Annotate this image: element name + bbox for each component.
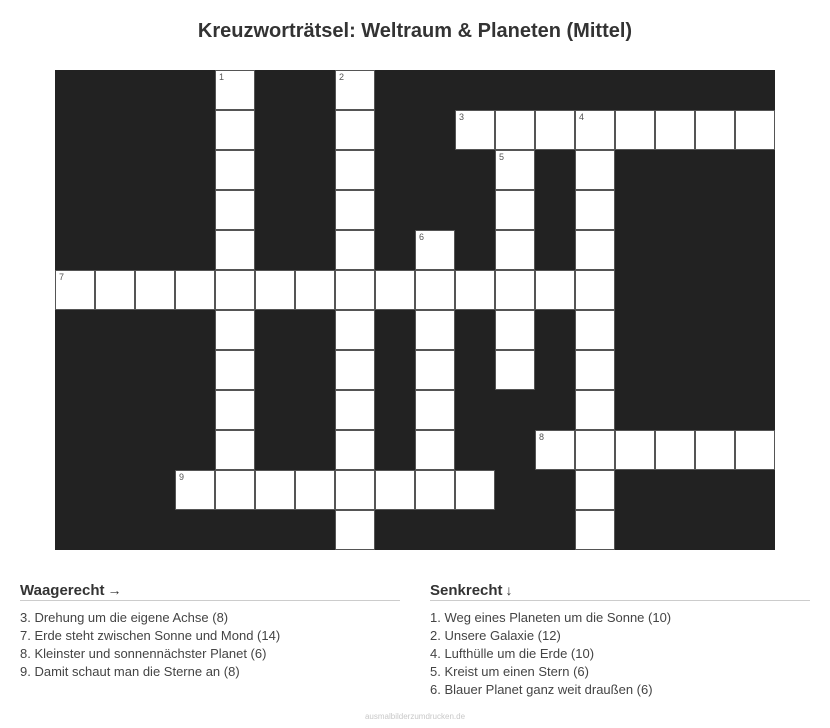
across-clue: 9. Damit schaut man die Sterne an (8)	[20, 664, 240, 679]
crossword-cell	[735, 430, 775, 470]
crossword-cell	[295, 270, 335, 310]
crossword-cell	[415, 310, 455, 350]
crossword-cell	[415, 230, 455, 270]
clue-number: 6	[419, 232, 425, 242]
crossword-cell	[695, 430, 735, 470]
crossword-cell	[495, 150, 535, 190]
crossword-cell	[655, 430, 695, 470]
clue-number: 3	[459, 112, 465, 122]
clue-number: 2	[339, 72, 345, 82]
crossword-cell	[215, 310, 255, 350]
crossword-cell	[415, 390, 455, 430]
crossword-cell	[575, 190, 615, 230]
crossword-cell	[695, 110, 735, 150]
crossword-cell	[455, 110, 495, 150]
crossword-cell	[535, 270, 575, 310]
crossword-cell	[335, 270, 375, 310]
crossword-cell	[135, 270, 175, 310]
crossword-cell	[215, 190, 255, 230]
clue-number: 8	[539, 432, 545, 442]
crossword-cell	[335, 510, 375, 550]
crossword-cell	[215, 270, 255, 310]
crossword-cell	[95, 270, 135, 310]
crossword-cell	[575, 430, 615, 470]
crossword-cell	[215, 150, 255, 190]
clue-number: 1	[219, 72, 225, 82]
clue-number: 7	[59, 272, 65, 282]
crossword-cell	[575, 390, 615, 430]
clue-number: 5	[499, 152, 505, 162]
crossword-cell	[335, 430, 375, 470]
crossword-cell	[455, 470, 495, 510]
crossword-cell	[375, 270, 415, 310]
crossword-cell	[335, 230, 375, 270]
crossword-cell	[575, 270, 615, 310]
down-heading-label: Senkrecht	[430, 582, 503, 599]
crossword-cell	[575, 510, 615, 550]
crossword-cell	[255, 270, 295, 310]
crossword-cell	[335, 350, 375, 390]
crossword-cell	[575, 470, 615, 510]
crossword-cell	[495, 230, 535, 270]
crossword-cell	[655, 110, 695, 150]
clue-number: 4	[579, 112, 585, 122]
crossword-cell	[175, 270, 215, 310]
crossword-cell	[55, 270, 95, 310]
crossword-cell	[615, 110, 655, 150]
crossword-cell	[255, 470, 295, 510]
down-clues-section	[430, 582, 810, 699]
crossword-cell	[215, 70, 255, 110]
crossword-cell	[495, 270, 535, 310]
crossword-cell	[335, 310, 375, 350]
crossword-cell	[335, 470, 375, 510]
crossword-cell	[415, 350, 455, 390]
across-clue: 3. Drehung um die eigene Achse (8)	[20, 610, 229, 625]
crossword-cell	[535, 430, 575, 470]
crossword-cell	[215, 110, 255, 150]
crossword-cell	[215, 430, 255, 470]
crossword-cell	[335, 150, 375, 190]
clue-number: 9	[179, 472, 185, 482]
arrow-down-icon: ↓	[505, 582, 513, 598]
crossword-cell	[455, 270, 495, 310]
crossword-cell	[335, 110, 375, 150]
crossword-cell	[575, 230, 615, 270]
down-clue: 1. Weg eines Planeten um die Sonne (10)	[430, 610, 672, 625]
crossword-cell	[735, 110, 775, 150]
crossword-cell	[375, 470, 415, 510]
crossword-cell	[495, 110, 535, 150]
crossword-cell	[575, 110, 615, 150]
crossword-cell	[335, 390, 375, 430]
down-clue: 2. Unsere Galaxie (12)	[430, 628, 561, 643]
crossword-cell	[495, 350, 535, 390]
down-clue: 6. Blauer Planet ganz weit draußen (6)	[430, 682, 653, 697]
crossword-cell	[575, 350, 615, 390]
crossword-cell	[215, 230, 255, 270]
down-clue: 4. Lufthülle um die Erde (10)	[430, 646, 595, 661]
crossword-cell	[415, 270, 455, 310]
crossword-cell	[495, 310, 535, 350]
crossword-cell	[415, 470, 455, 510]
crossword-cell	[495, 190, 535, 230]
crossword-cell	[175, 470, 215, 510]
crossword-cell	[415, 430, 455, 470]
crossword-cell	[215, 350, 255, 390]
crossword-grid	[55, 70, 775, 550]
page-title: Kreuzworträtsel: Weltraum & Planeten (Mittel)	[197, 20, 633, 42]
across-clue: 7. Erde steht zwischen Sonne und Mond (14)	[20, 628, 281, 643]
crossword-cell	[335, 190, 375, 230]
crossword-cell	[575, 310, 615, 350]
crossword-cell	[215, 470, 255, 510]
across-heading	[20, 582, 400, 601]
across-clue: 8. Kleinster und sonnennächster Planet (6)	[20, 646, 267, 661]
crossword-cell	[215, 390, 255, 430]
crossword-cell	[575, 150, 615, 190]
across-clues-section	[20, 582, 400, 681]
crossword-cell	[615, 430, 655, 470]
down-heading	[430, 582, 810, 601]
across-heading-label: Waagerecht	[20, 582, 105, 599]
arrow-right-icon: →	[107, 582, 122, 598]
crossword-cell	[335, 70, 375, 110]
footer-credit: ausmalbilderzumdrucken.de	[364, 712, 466, 721]
down-clue: 5. Kreist um einen Stern (6)	[430, 664, 589, 679]
crossword-cell	[535, 110, 575, 150]
crossword-cell	[295, 470, 335, 510]
